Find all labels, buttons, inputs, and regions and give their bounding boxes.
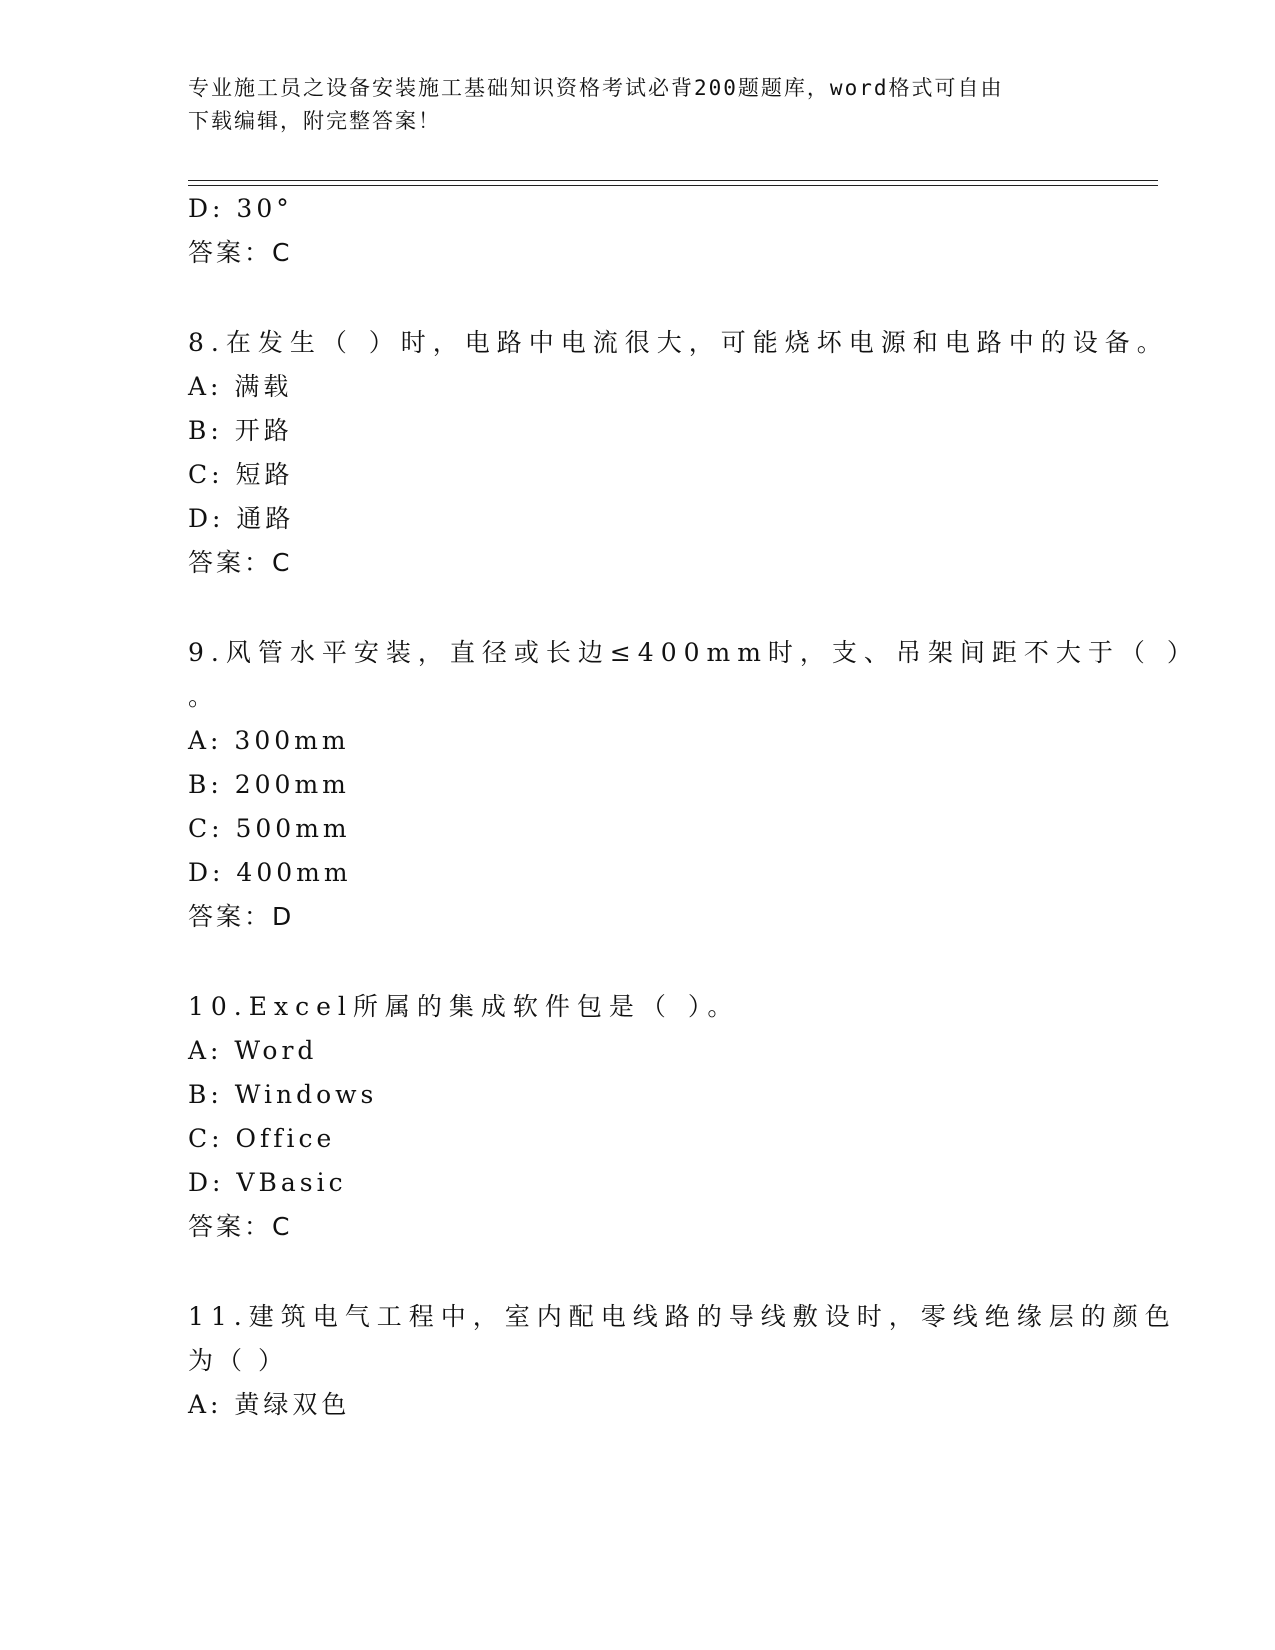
q10-answer: 答案：C [188, 1212, 293, 1241]
q10-option-a: A: Word [188, 1036, 318, 1065]
q9-option-a: A: 300mm [188, 726, 350, 755]
header-title-line-1: 专业施工员之设备安装施工基础知识资格考试必背200题题库，word格式可自由 [188, 76, 1004, 100]
q9-option-c: C: 500mm [188, 814, 351, 843]
q9-option-d: D: 400mm [188, 858, 352, 887]
q9-option-b: B: 200mm [188, 770, 350, 799]
document-header [188, 72, 1088, 138]
q7-answer: 答案：C [188, 238, 293, 267]
q7-option-d: D: 30° [188, 194, 293, 223]
q8-stem: 8.在发生（ ）时，电路中电流很大，可能烧坏电源和电路中的设备。 [188, 328, 1169, 357]
q10-stem: 10.Excel所属的集成软件包是（ ）。 [188, 992, 740, 1021]
q10-option-b: B: Windows [188, 1080, 378, 1109]
q8-option-b: B: 开路 [188, 416, 293, 445]
q11-stem-line-1: 11.建筑电气工程中，室内配电线路的导线敷设时，零线绝缘层的颜色 [188, 1302, 1177, 1331]
q11-stem-line-2: 为（ ） [188, 1346, 287, 1375]
q10-option-c: C: Office [188, 1124, 336, 1153]
header-divider-bottom [188, 185, 1158, 186]
q11-option-a: A: 黄绿双色 [188, 1390, 351, 1419]
q8-option-a: A: 满载 [188, 372, 293, 401]
q10-option-d: D: VBasic [188, 1168, 347, 1197]
q8-answer: 答案：C [188, 548, 293, 577]
header-divider-top [188, 180, 1158, 181]
header-title-line-2: 下载编辑，附完整答案！ [188, 109, 441, 133]
q9-stem-line-2: 。 [188, 682, 218, 711]
q8-option-d: D: 通路 [188, 504, 295, 533]
q9-stem-line-1: 9.风管水平安装，直径或长边≤400mm时，支、吊架间距不大于（ ） [188, 638, 1199, 667]
q8-option-c: C: 短路 [188, 460, 294, 489]
q9-answer: 答案：D [188, 902, 295, 931]
